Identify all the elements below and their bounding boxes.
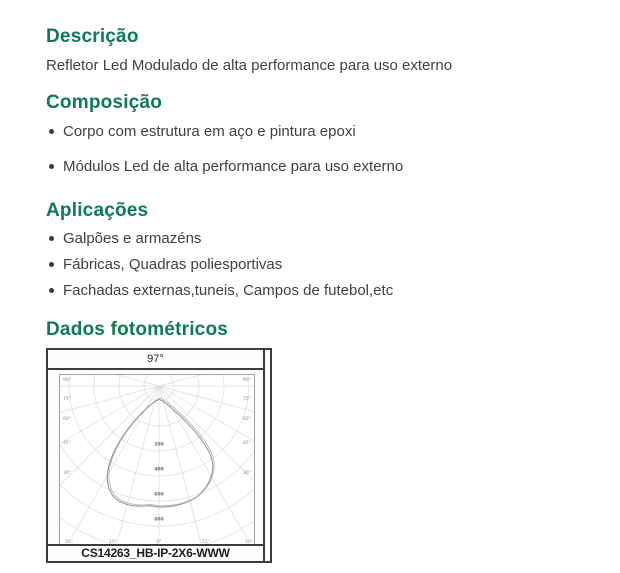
list-item-label: Módulos Led de alta performance para uso externo	[63, 158, 404, 175]
angle-tick-label: 30°	[64, 540, 74, 545]
angle-tick-label: 30°	[242, 471, 251, 476]
angle-tick-label: 15°	[201, 540, 211, 545]
diagram-divider	[263, 350, 265, 561]
bullet-icon	[49, 288, 54, 293]
intensity-tick-label: 400	[154, 467, 164, 473]
list-item	[46, 123, 403, 140]
polar-chart-svg	[60, 375, 254, 545]
angle-tick-label: 45°	[63, 441, 72, 446]
section-composicao	[46, 92, 162, 114]
angle-tick-label: 0°	[156, 540, 162, 545]
bullet-icon	[49, 129, 54, 134]
bullet-icon	[49, 164, 54, 169]
angle-tick-label: 15°	[108, 540, 118, 545]
angle-tick-label: 45°	[242, 441, 251, 446]
angle-tick-label: 60°	[63, 417, 72, 422]
angle-tick-label: 75°	[63, 397, 72, 402]
list-item	[46, 256, 393, 273]
list-item-label: Galpões e armazéns	[63, 230, 202, 247]
angle-tick-label: 75°	[242, 397, 251, 402]
angle-tick-label: 90°	[242, 378, 251, 383]
photometric-diagram	[46, 348, 272, 563]
intensity-tick-label: 200	[154, 442, 164, 448]
model-code-cell: CS14263_HB-IP-2X6-WWW	[48, 544, 263, 561]
section-descricao	[46, 26, 139, 48]
list-item	[46, 230, 393, 247]
list-item-label: Fachadas externas,tuneis, Campos de futebol,etc	[63, 282, 394, 299]
list-item-label: Corpo com estrutura em aço e pintura epoxi	[63, 123, 356, 140]
descricao-title: Descrição	[46, 26, 139, 47]
list-item	[46, 158, 403, 175]
composicao-list	[46, 123, 403, 193]
aplicacoes-title: Aplicações	[46, 200, 149, 221]
composicao-title: Composição	[46, 92, 163, 113]
angle-tick-label: 90°	[63, 378, 72, 383]
intensity-tick-label: 800	[154, 517, 164, 523]
descricao-body: Refletor Led Modulado de alta performance para uso externo	[46, 57, 453, 74]
aplicacoes-list	[46, 230, 393, 308]
angle-tick-label: 30°	[63, 471, 72, 476]
section-aplicacoes	[46, 200, 148, 222]
angle-tick-label: 30°	[244, 540, 254, 545]
list-item-label: Fábricas, Quadras poliesportivas	[63, 256, 283, 273]
polar-chart	[59, 374, 255, 546]
section-dados	[46, 319, 228, 341]
bullet-icon	[49, 236, 54, 241]
beam-angle-cell: 97°	[48, 350, 263, 370]
bullet-icon	[49, 262, 54, 267]
intensity-tick-label: 600	[154, 492, 164, 498]
dados-title: Dados fotométricos	[46, 319, 229, 340]
list-item	[46, 282, 393, 299]
angle-tick-label: 60°	[242, 417, 251, 422]
